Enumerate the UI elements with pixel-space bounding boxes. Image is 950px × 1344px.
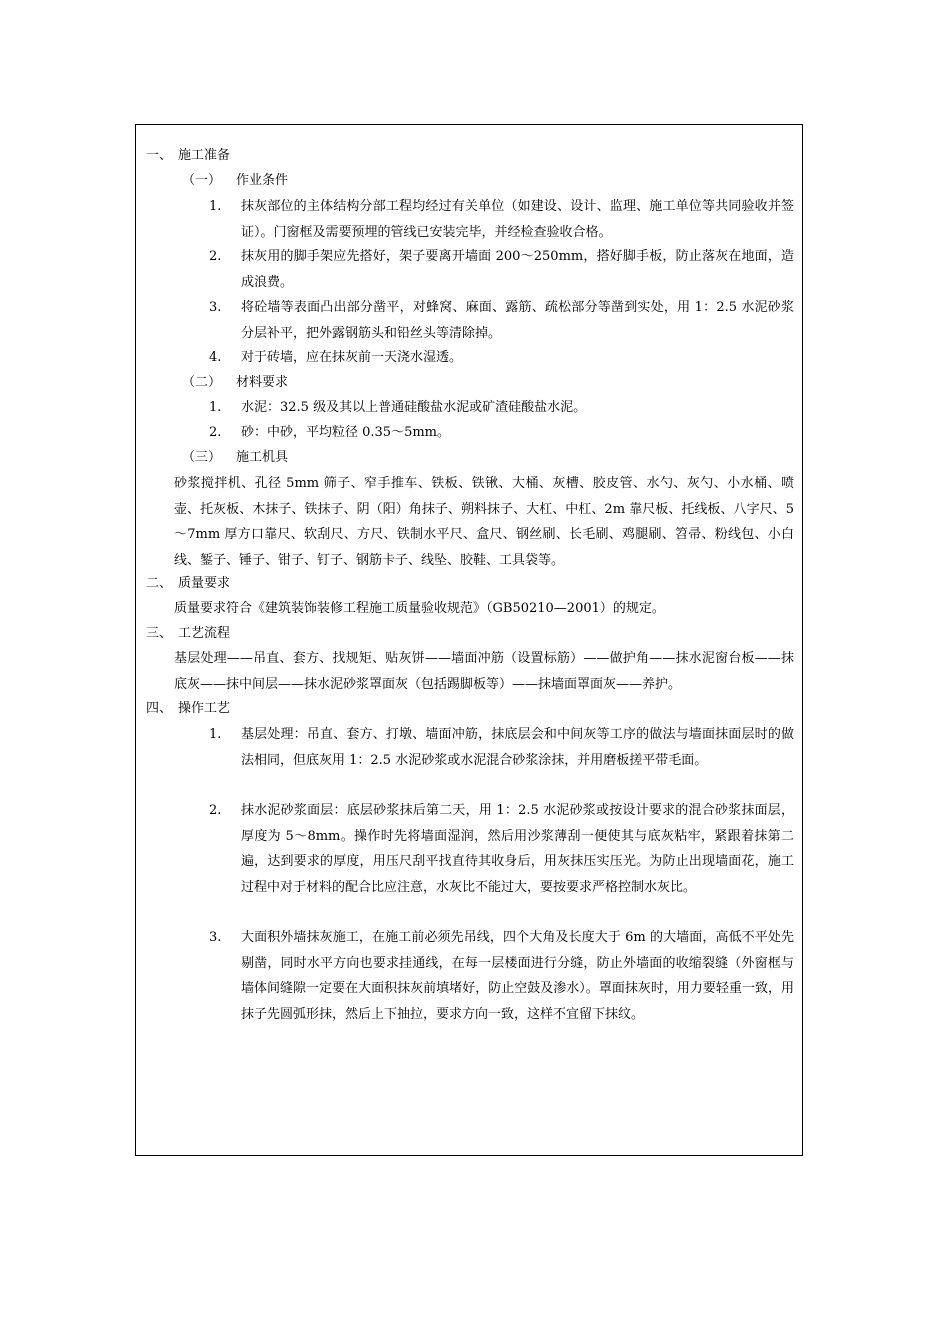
item-text: 抹水泥砂浆面层：底层砂浆抹后第二天，用 1：2.5 水泥砂浆或按设计要求的混合砂浆抹面层，厚度为 5～8mm。操作时先将墙面湿润，然后用沙浆薄刮一便使其与底灰粘牢，紧跟着抹第二遍，达到要求的厚度，用压尺刮平找直待其收身后，用灰抹压实压光。为防止出现墙面花，施工过程中对于材料的配合比应注意，水灰比不能过大，要按要求严格控制水灰比。 (241, 803, 794, 895)
subsection-title: 材料要求 (236, 375, 289, 390)
subsection-title: 施工机具 (236, 450, 289, 465)
item-text: 大面积外墙抹灰施工，在施工前必须先吊线，四个大角及长度大于 6m 的大墙面，高低不平处先剔凿，同时水平方向也要求挂通线，在每一层楼面进行分缝，防止外墙面的收缩裂缝（外窗框与墙体间缝隙一定要在大面积抹灰前填堵好，防止空鼓及渗水）。罩面抹灰时，用力要轻重一致，用抹子先圆弧形抹，然后上下抽拉，要求方向一致，这样不宜留下抹纹。 (241, 930, 794, 1022)
item-text: 砂：中砂，平均粒径 0.35～5mm。 (241, 425, 451, 440)
item-text: 抹灰部位的主体结构分部工程均经过有关单位（如建设、设计、监理、施工单位等共同验收并签证）。门窗框及需要预埋的管线已安装完毕，并经检查验收合格。 (241, 199, 794, 240)
section-number: 二、 (146, 576, 173, 591)
section-number: 一、 (146, 148, 173, 163)
item-text: 将砼墙等表面凸出部分凿平，对蜂窝、麻面、露筋、疏松部分等凿到实处，用 1：2.5 水泥砂浆分层补平，把外露钢筋头和铅丝头等清除掉。 (241, 300, 794, 341)
item-number: 1. (209, 199, 222, 214)
section-heading (146, 143, 230, 169)
item-text: 抹灰用的脚手架应先搭好，架子要离开墙面 200～250mm，搭好脚手板，防止落灰在地面，造成浪费。 (241, 249, 794, 290)
item-text: 对于砖墙，应在抹灰前一天浇水湿透。 (241, 350, 463, 365)
subsection-heading (182, 370, 288, 396)
item-text: 基层处理：吊直、套方、打墩、墙面冲筋，抹底层会和中间灰等工序的做法与墙面抹面层时的做法相同，但底灰用 1：2.5 水泥砂浆或水泥混合砂浆涂抹，并用磨板搓平带毛面。 (241, 727, 794, 768)
section-heading (146, 571, 230, 597)
subsection-heading (182, 168, 288, 194)
subsection-number: （二） (182, 375, 222, 390)
item-number: 4. (209, 350, 222, 365)
section-title: 工艺流程 (178, 626, 231, 641)
subsection-heading (182, 445, 288, 471)
process-paragraph: 基层处理——吊直、套方、找规矩、贴灰饼——墙面冲筋（设置标筋）——做护角——抹水泥窗台板——抹底灰——抹中间层——抹水泥砂浆罩面灰（包括踢脚板等）——抹墙面罩面灰——养护。 (174, 651, 794, 692)
quality-paragraph: 质量要求符合《建筑装饰装修工程施工质量验收规范》（GB50210—2001）的规定。 (174, 601, 665, 616)
subsection-title: 作业条件 (236, 173, 289, 188)
section-number: 三、 (146, 626, 173, 641)
section-number: 四、 (146, 701, 173, 716)
item-number: 1. (209, 400, 222, 415)
section-title: 施工准备 (178, 148, 231, 163)
item-text: 水泥：32.5 级及其以上普通硅酸盐水泥或矿渣硅酸盐水泥。 (241, 400, 587, 415)
subsection-number: （三） (182, 450, 222, 465)
item-number: 3. (209, 300, 222, 315)
item-number: 2. (209, 425, 222, 440)
section-heading (146, 621, 230, 647)
tools-paragraph: 砂浆搅拌机、孔径 5mm 筛子、窄手推车、铁板、铁锹、大桶、灰槽、胶皮管、水勺、灰勺、小水桶、喷壶、托灰板、木抹子、铁抹子、阴（阳）角抹子、朔料抹子、大杠、中杠、2m 靠尺板、托线板、八字尺、5～7mm 厚方口靠尺、软刮尺、方尺、铁制水平尺、盒尺、钢丝刷、长毛刷、鸡腿刷、笤帚、粉线包、小白线、錾子、锤子、钳子、钉子、钢筋卡子、线坠、胶鞋、工具袋等。 (174, 476, 794, 568)
item-number: 2. (209, 803, 222, 818)
item-number: 2. (209, 249, 222, 264)
item-number: 1. (209, 727, 222, 742)
section-heading (146, 696, 230, 722)
item-number: 3. (209, 930, 222, 945)
subsection-number: （一） (182, 173, 222, 188)
document-content (136, 125, 802, 1155)
section-title: 质量要求 (178, 576, 231, 591)
document-frame (135, 124, 803, 1156)
section-title: 操作工艺 (178, 701, 231, 716)
